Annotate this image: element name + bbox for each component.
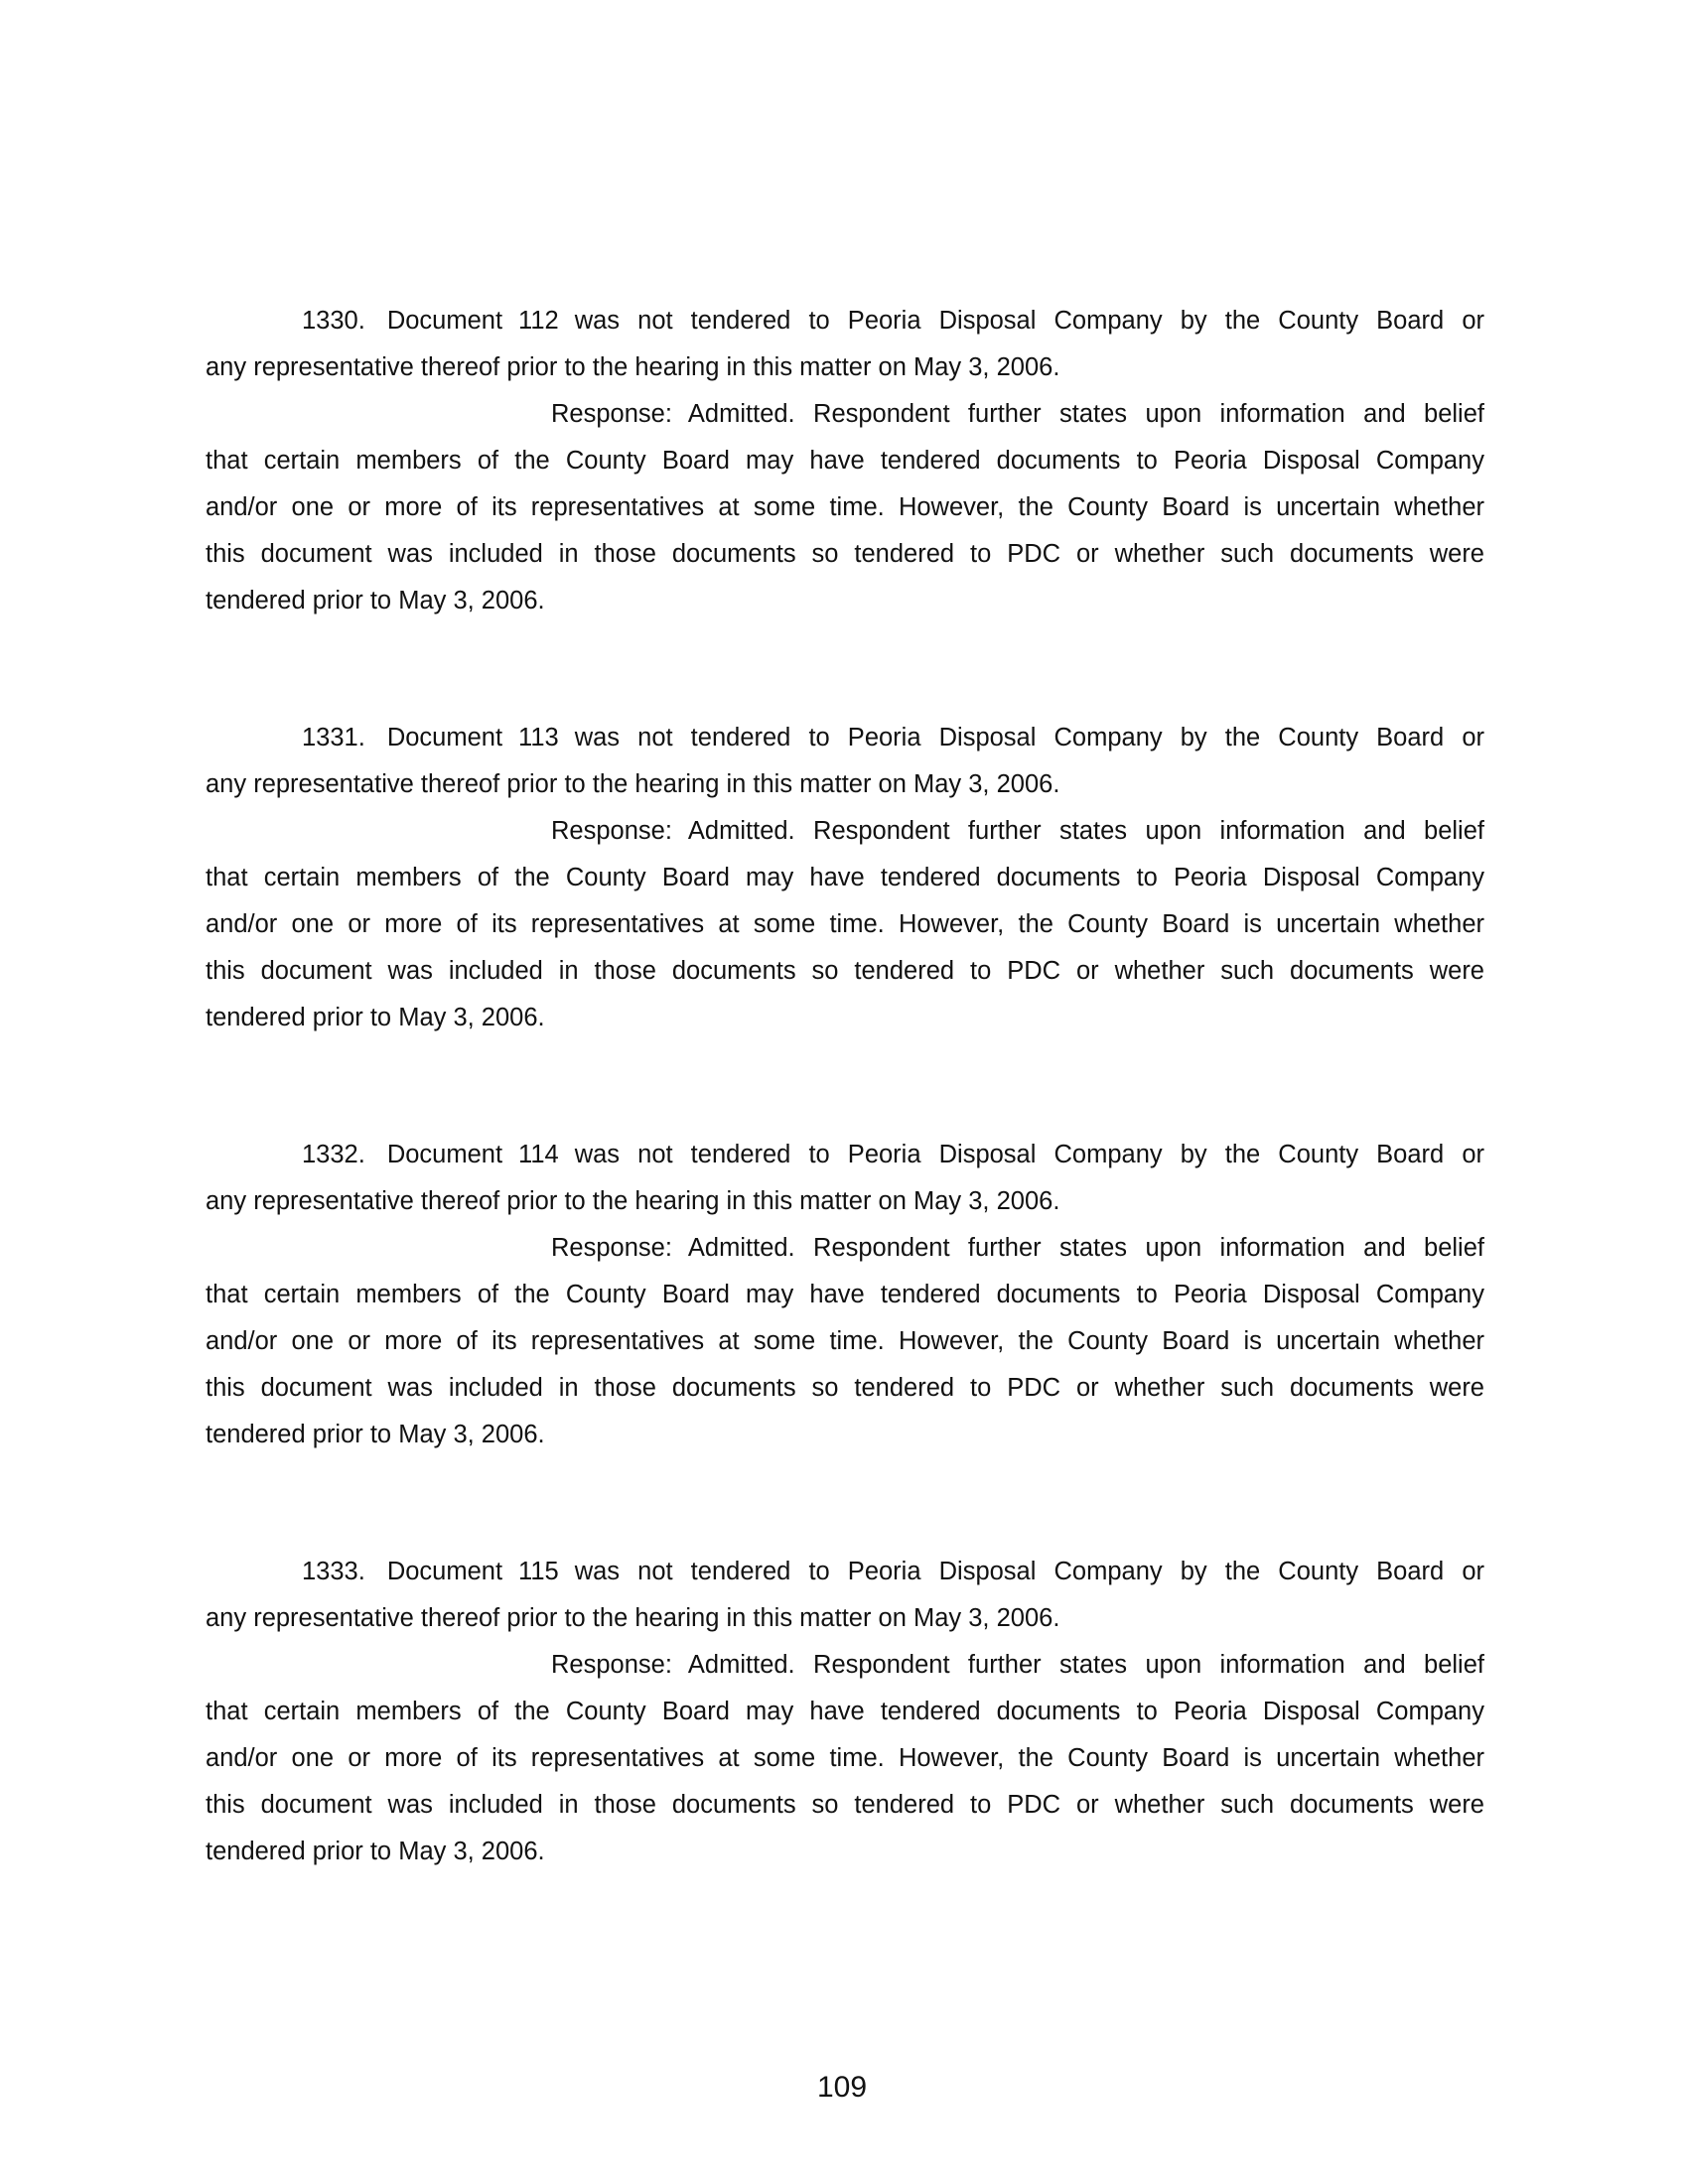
request-text: was not tendered to Peoria Disposal Company by the County Board or [574,307,1484,335]
response-body-line: this document was included in those documents so tendered to PDC or whether such documents were [206,1374,1484,1402]
response-label: Response: [551,400,672,428]
document-number: 115 [518,1558,559,1585]
response-body-line: tendered prior to May 3, 2006. [206,587,545,614]
page-number: 109 [816,2071,868,2104]
response-body-line: and/or one or more of its representatives at some time. However, the County Board is uncertain whether [206,493,1484,521]
request-line-2: any representative thereof prior to the hearing in this matter on May 3, 2006. [206,1604,1060,1632]
response-body-line: that certain members of the County Board may have tendered documents to Peoria Disposal Company [206,864,1484,891]
request-line-2: any representative thereof prior to the hearing in this matter on May 3, 2006. [206,353,1060,381]
request-text: was not tendered to Peoria Disposal Company by the County Board or [574,1141,1484,1168]
response-text: Admitted. Respondent further states upon information and belief [687,1651,1484,1679]
response-label: Response: [551,1234,672,1262]
document-label: Document [386,1558,503,1585]
request-item-1330 [206,298,1484,624]
item-number: 1330. [302,307,365,335]
request-text: was not tendered to Peoria Disposal Company by the County Board or [574,724,1484,751]
response-body-line: and/or one or more of its representatives at some time. However, the County Board is uncertain whether [206,1744,1484,1772]
response-text: Admitted. Respondent further states upon information and belief [687,1234,1484,1262]
response-text: Admitted. Respondent further states upon information and belief [687,400,1484,428]
response-label: Response: [551,817,672,845]
response-body-line: tendered prior to May 3, 2006. [206,1421,545,1448]
response-line [206,391,1484,438]
request-item-1332 [206,1132,1484,1458]
response-body-line: and/or one or more of its representatives at some time. However, the County Board is uncertain whether [206,910,1484,938]
request-item-1333 [206,1549,1484,1875]
response-text: Admitted. Respondent further states upon information and belief [687,817,1484,845]
response-body-line: tendered prior to May 3, 2006. [206,1004,545,1031]
response-body-line: that certain members of the County Board may have tendered documents to Peoria Disposal Company [206,1698,1484,1725]
response-body-line: and/or one or more of its representatives at some time. However, the County Board is uncertain whether [206,1327,1484,1355]
request-line-1 [206,1549,1484,1595]
document-label: Document [386,724,503,751]
request-line-1 [206,298,1484,344]
response-body-line: that certain members of the County Board may have tendered documents to Peoria Disposal Company [206,1281,1484,1308]
response-body-line: this document was included in those documents so tendered to PDC or whether such documents were [206,957,1484,985]
request-line-2: any representative thereof prior to the hearing in this matter on May 3, 2006. [206,1187,1060,1215]
response-body-line: tendered prior to May 3, 2006. [206,1838,545,1865]
response-body-line: this document was included in those documents so tendered to PDC or whether such documents were [206,1791,1484,1819]
document-number: 112 [518,307,559,335]
response-line [206,1225,1484,1272]
document-label: Document [386,307,503,335]
item-number: 1332. [302,1141,365,1168]
request-line-1 [206,715,1484,761]
item-number: 1333. [302,1558,365,1585]
document-number: 114 [518,1141,559,1168]
request-line-1 [206,1132,1484,1178]
response-label: Response: [551,1651,672,1679]
request-line-2: any representative thereof prior to the hearing in this matter on May 3, 2006. [206,770,1060,798]
item-number: 1331. [302,724,365,751]
document-number: 113 [518,724,559,751]
response-body-line: this document was included in those documents so tendered to PDC or whether such documents were [206,540,1484,568]
document-label: Document [386,1141,503,1168]
request-item-1331 [206,715,1484,1041]
request-text: was not tendered to Peoria Disposal Company by the County Board or [574,1558,1484,1585]
response-line [206,808,1484,855]
response-body-line: that certain members of the County Board may have tendered documents to Peoria Disposal Company [206,447,1484,475]
response-line [206,1642,1484,1689]
